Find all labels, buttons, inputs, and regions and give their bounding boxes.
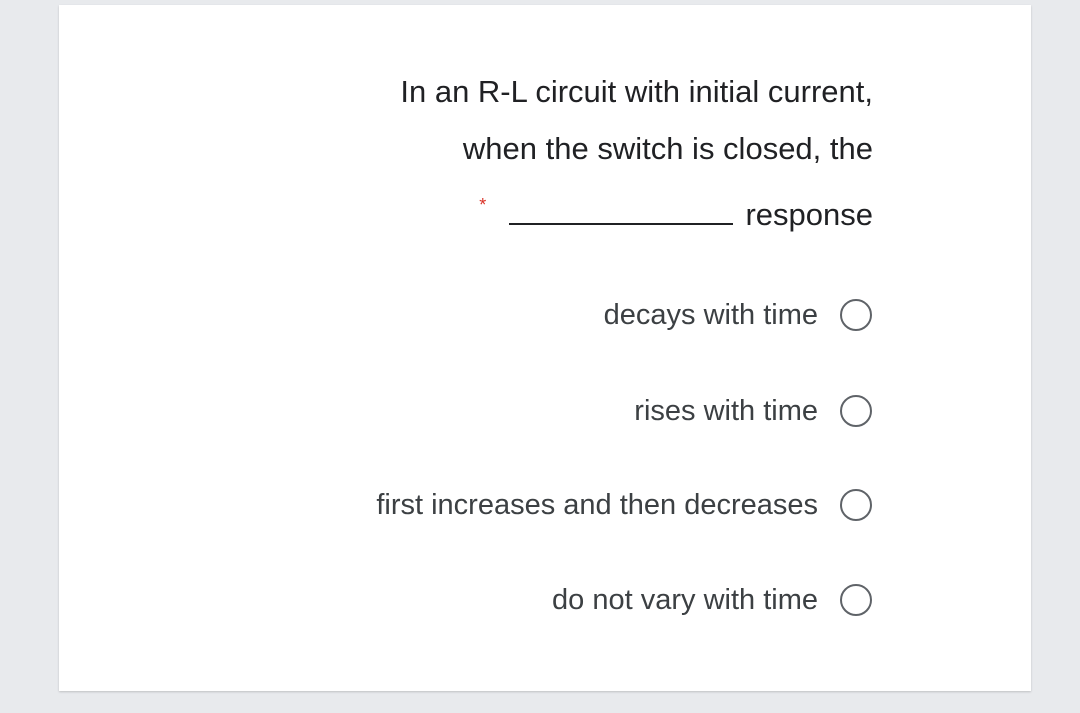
option-label: rises with time (634, 394, 818, 427)
required-asterisk: * (479, 195, 487, 215)
option-label: do not vary with time (552, 583, 818, 616)
radio-button[interactable] (840, 395, 872, 427)
radio-button[interactable] (840, 299, 872, 331)
radio-button[interactable] (840, 584, 872, 616)
option-label: decays with time (603, 298, 818, 331)
question-line-2: when the switch is closed, the (462, 131, 873, 166)
question-text (400, 63, 873, 243)
radio-button[interactable] (840, 489, 872, 521)
question-card (59, 5, 1031, 691)
option-do-not-vary-with-time[interactable] (552, 580, 872, 620)
option-first-increases-then-decreases[interactable] (376, 485, 872, 525)
option-rises-with-time[interactable] (634, 391, 872, 431)
fill-in-blank (509, 209, 733, 225)
option-decays-with-time[interactable] (604, 295, 872, 335)
option-label: first increases and then decreases (376, 488, 818, 521)
question-line-3-suffix: response (745, 197, 873, 232)
question-line-3 (400, 177, 873, 243)
question-line-1: In an R-L circuit with initial current, (400, 74, 873, 109)
